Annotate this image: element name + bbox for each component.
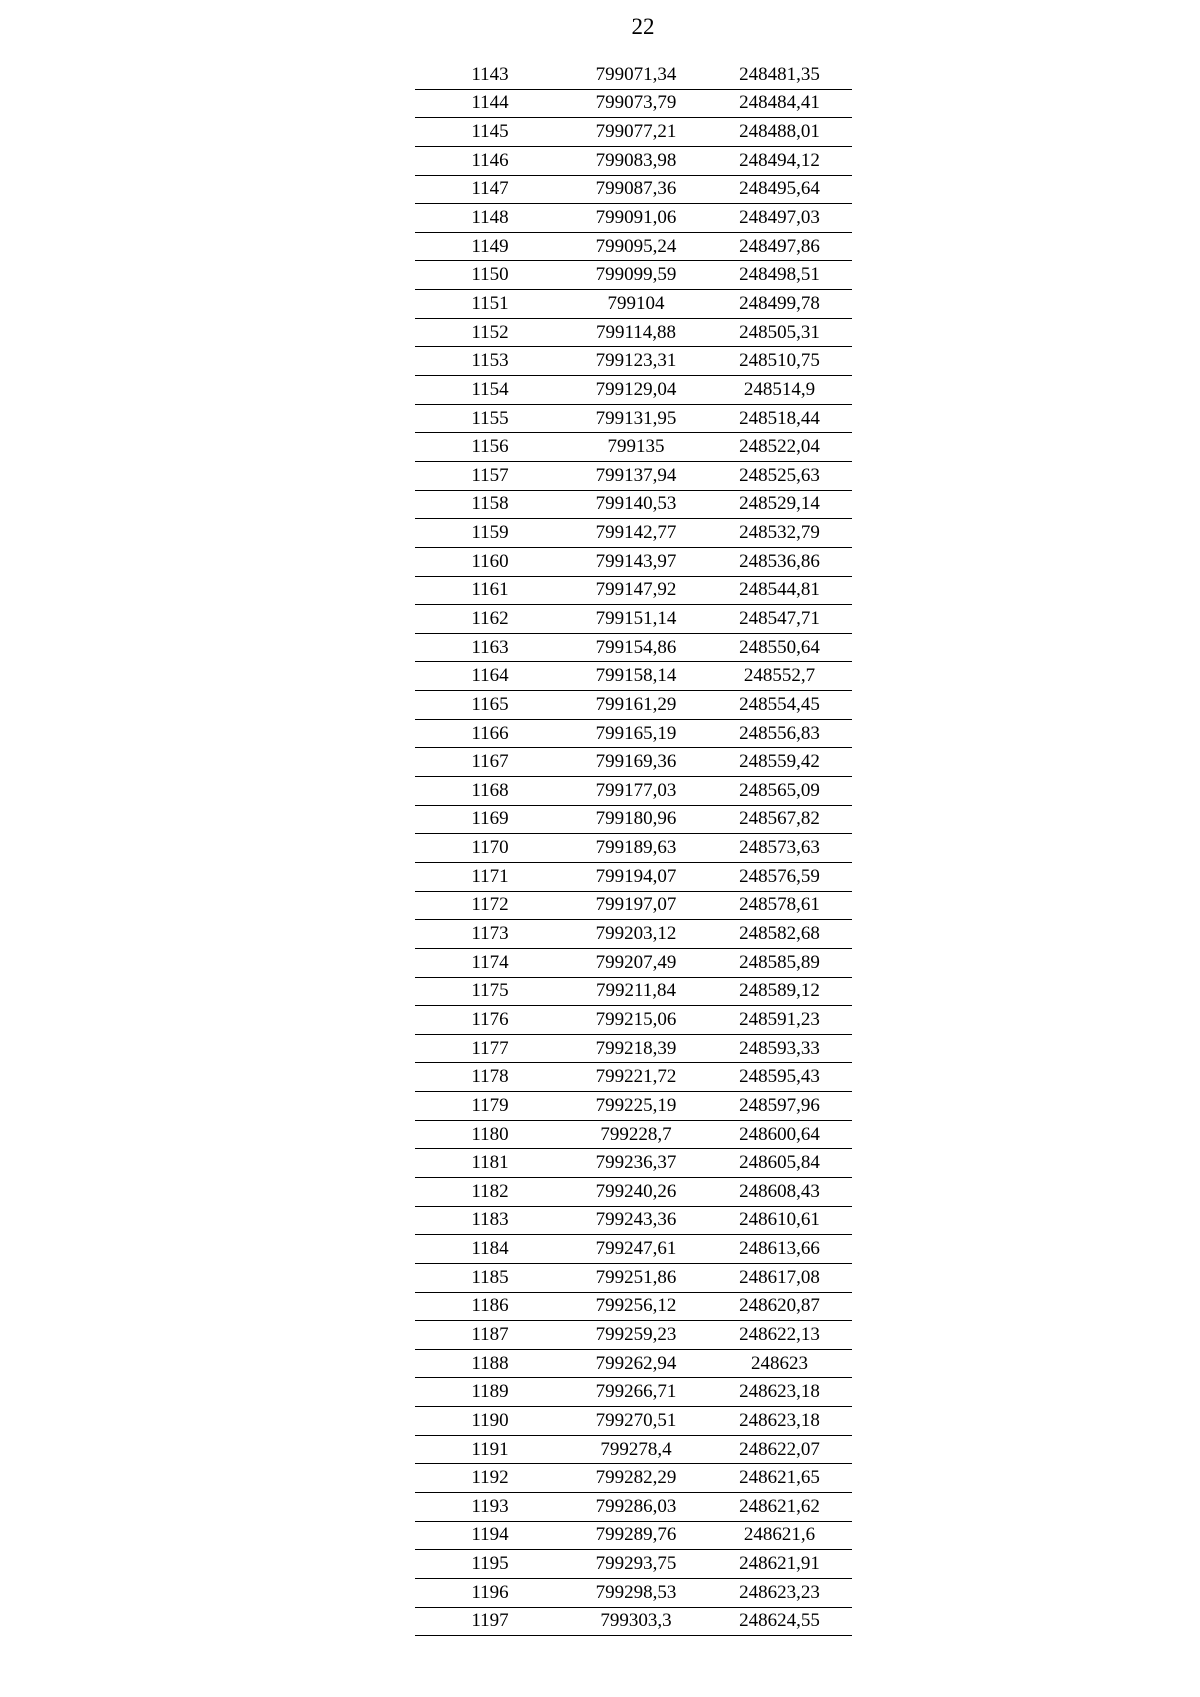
y-coordinate-cell: 248595,43 <box>707 1063 852 1092</box>
y-coordinate-cell: 248498,51 <box>707 261 852 290</box>
point-number-cell: 1162 <box>415 605 565 634</box>
y-coordinate-cell: 248529,14 <box>707 490 852 519</box>
table-row <box>415 318 852 347</box>
table-row <box>415 433 852 462</box>
point-number-cell: 1172 <box>415 891 565 920</box>
y-coordinate-cell: 248505,31 <box>707 318 852 347</box>
x-coordinate-cell: 799143,97 <box>565 547 707 576</box>
point-number-cell: 1174 <box>415 948 565 977</box>
point-number-cell: 1192 <box>415 1464 565 1493</box>
x-coordinate-cell: 799293,75 <box>565 1550 707 1579</box>
x-coordinate-cell: 799278,4 <box>565 1435 707 1464</box>
y-coordinate-cell: 248623,18 <box>707 1378 852 1407</box>
x-coordinate-cell: 799218,39 <box>565 1034 707 1063</box>
table-row <box>415 1235 852 1264</box>
table-row <box>415 1006 852 1035</box>
x-coordinate-cell: 799286,03 <box>565 1493 707 1522</box>
y-coordinate-cell: 248547,71 <box>707 605 852 634</box>
x-coordinate-cell: 799158,14 <box>565 662 707 691</box>
table-row <box>415 605 852 634</box>
x-coordinate-cell: 799104 <box>565 290 707 319</box>
x-coordinate-cell: 799151,14 <box>565 605 707 634</box>
y-coordinate-cell: 248573,63 <box>707 834 852 863</box>
y-coordinate-cell: 248559,42 <box>707 748 852 777</box>
point-number-cell: 1195 <box>415 1550 565 1579</box>
x-coordinate-cell: 799243,36 <box>565 1206 707 1235</box>
table-row <box>415 862 852 891</box>
point-number-cell: 1196 <box>415 1578 565 1607</box>
table-row <box>415 261 852 290</box>
table-row <box>415 61 852 89</box>
point-number-cell: 1181 <box>415 1149 565 1178</box>
y-coordinate-cell: 248621,91 <box>707 1550 852 1579</box>
x-coordinate-cell: 799095,24 <box>565 232 707 261</box>
x-coordinate-cell: 799137,94 <box>565 461 707 490</box>
y-coordinate-cell: 248525,63 <box>707 461 852 490</box>
y-coordinate-cell: 248623,18 <box>707 1407 852 1436</box>
y-coordinate-cell: 248518,44 <box>707 404 852 433</box>
x-coordinate-cell: 799099,59 <box>565 261 707 290</box>
y-coordinate-cell: 248494,12 <box>707 146 852 175</box>
x-coordinate-cell: 799083,98 <box>565 146 707 175</box>
point-number-cell: 1169 <box>415 805 565 834</box>
y-coordinate-cell: 248576,59 <box>707 862 852 891</box>
x-coordinate-cell: 799262,94 <box>565 1349 707 1378</box>
point-number-cell: 1156 <box>415 433 565 462</box>
table-row <box>415 1092 852 1121</box>
x-coordinate-cell: 799114,88 <box>565 318 707 347</box>
y-coordinate-cell: 248610,61 <box>707 1206 852 1235</box>
y-coordinate-cell: 248622,13 <box>707 1321 852 1350</box>
point-number-cell: 1155 <box>415 404 565 433</box>
point-number-cell: 1182 <box>415 1177 565 1206</box>
x-coordinate-cell: 799073,79 <box>565 89 707 118</box>
y-coordinate-cell: 248495,64 <box>707 175 852 204</box>
table-row <box>415 662 852 691</box>
y-coordinate-cell: 248597,96 <box>707 1092 852 1121</box>
y-coordinate-cell: 248536,86 <box>707 547 852 576</box>
point-number-cell: 1186 <box>415 1292 565 1321</box>
x-coordinate-cell: 799071,34 <box>565 61 707 89</box>
y-coordinate-cell: 248556,83 <box>707 719 852 748</box>
table-row <box>415 175 852 204</box>
x-coordinate-cell: 799189,63 <box>565 834 707 863</box>
point-number-cell: 1189 <box>415 1378 565 1407</box>
x-coordinate-cell: 799221,72 <box>565 1063 707 1092</box>
y-coordinate-cell: 248497,86 <box>707 232 852 261</box>
y-coordinate-cell: 248550,64 <box>707 633 852 662</box>
x-coordinate-cell: 799123,31 <box>565 347 707 376</box>
point-number-cell: 1197 <box>415 1607 565 1636</box>
x-coordinate-cell: 799140,53 <box>565 490 707 519</box>
point-number-cell: 1150 <box>415 261 565 290</box>
x-coordinate-cell: 799251,86 <box>565 1263 707 1292</box>
point-number-cell: 1191 <box>415 1435 565 1464</box>
table-row <box>415 376 852 405</box>
x-coordinate-cell: 799211,84 <box>565 977 707 1006</box>
y-coordinate-cell: 248623 <box>707 1349 852 1378</box>
y-coordinate-cell: 248624,55 <box>707 1607 852 1636</box>
x-coordinate-cell: 799169,36 <box>565 748 707 777</box>
x-coordinate-cell: 799240,26 <box>565 1177 707 1206</box>
x-coordinate-cell: 799266,71 <box>565 1378 707 1407</box>
x-coordinate-cell: 799154,86 <box>565 633 707 662</box>
y-coordinate-cell: 248488,01 <box>707 118 852 147</box>
table-row <box>415 89 852 118</box>
point-number-cell: 1161 <box>415 576 565 605</box>
point-number-cell: 1166 <box>415 719 565 748</box>
point-number-cell: 1184 <box>415 1235 565 1264</box>
point-number-cell: 1190 <box>415 1407 565 1436</box>
table-row <box>415 977 852 1006</box>
y-coordinate-cell: 248497,03 <box>707 204 852 233</box>
table-row <box>415 1034 852 1063</box>
table-row <box>415 1349 852 1378</box>
coordinates-table <box>415 61 852 1636</box>
y-coordinate-cell: 248589,12 <box>707 977 852 1006</box>
table-row <box>415 1292 852 1321</box>
y-coordinate-cell: 248532,79 <box>707 519 852 548</box>
x-coordinate-cell: 799197,07 <box>565 891 707 920</box>
point-number-cell: 1194 <box>415 1521 565 1550</box>
table-row <box>415 461 852 490</box>
x-coordinate-cell: 799303,3 <box>565 1607 707 1636</box>
y-coordinate-cell: 248565,09 <box>707 777 852 806</box>
page-number: 22 <box>631 14 655 39</box>
table-row <box>415 1435 852 1464</box>
table-row <box>415 146 852 175</box>
point-number-cell: 1160 <box>415 547 565 576</box>
y-coordinate-cell: 248522,04 <box>707 433 852 462</box>
y-coordinate-cell: 248552,7 <box>707 662 852 691</box>
coordinates-table-body <box>415 61 852 1636</box>
table-row <box>415 834 852 863</box>
point-number-cell: 1171 <box>415 862 565 891</box>
y-coordinate-cell: 248578,61 <box>707 891 852 920</box>
table-row <box>415 1321 852 1350</box>
point-number-cell: 1179 <box>415 1092 565 1121</box>
table-row <box>415 1407 852 1436</box>
table-row <box>415 232 852 261</box>
y-coordinate-cell: 248617,08 <box>707 1263 852 1292</box>
x-coordinate-cell: 799142,77 <box>565 519 707 548</box>
y-coordinate-cell: 248481,35 <box>707 61 852 89</box>
point-number-cell: 1165 <box>415 691 565 720</box>
point-number-cell: 1143 <box>415 61 565 89</box>
point-number-cell: 1164 <box>415 662 565 691</box>
table-row <box>415 547 852 576</box>
table-row <box>415 576 852 605</box>
point-number-cell: 1193 <box>415 1493 565 1522</box>
table-row <box>415 1493 852 1522</box>
x-coordinate-cell: 799289,76 <box>565 1521 707 1550</box>
x-coordinate-cell: 799180,96 <box>565 805 707 834</box>
table-row <box>415 805 852 834</box>
x-coordinate-cell: 799147,92 <box>565 576 707 605</box>
point-number-cell: 1159 <box>415 519 565 548</box>
table-row <box>415 948 852 977</box>
x-coordinate-cell: 799225,19 <box>565 1092 707 1121</box>
point-number-cell: 1157 <box>415 461 565 490</box>
x-coordinate-cell: 799259,23 <box>565 1321 707 1350</box>
y-coordinate-cell: 248623,23 <box>707 1578 852 1607</box>
y-coordinate-cell: 248591,23 <box>707 1006 852 1035</box>
point-number-cell: 1152 <box>415 318 565 347</box>
point-number-cell: 1170 <box>415 834 565 863</box>
x-coordinate-cell: 799129,04 <box>565 376 707 405</box>
table-row <box>415 1063 852 1092</box>
point-number-cell: 1188 <box>415 1349 565 1378</box>
point-number-cell: 1151 <box>415 290 565 319</box>
table-row <box>415 204 852 233</box>
point-number-cell: 1177 <box>415 1034 565 1063</box>
y-coordinate-cell: 248605,84 <box>707 1149 852 1178</box>
point-number-cell: 1147 <box>415 175 565 204</box>
table-row <box>415 118 852 147</box>
table-row <box>415 1177 852 1206</box>
table-row <box>415 891 852 920</box>
x-coordinate-cell: 799247,61 <box>565 1235 707 1264</box>
x-coordinate-cell: 799256,12 <box>565 1292 707 1321</box>
y-coordinate-cell: 248499,78 <box>707 290 852 319</box>
table-row <box>415 1263 852 1292</box>
point-number-cell: 1158 <box>415 490 565 519</box>
point-number-cell: 1144 <box>415 89 565 118</box>
point-number-cell: 1176 <box>415 1006 565 1035</box>
table-row <box>415 490 852 519</box>
y-coordinate-cell: 248608,43 <box>707 1177 852 1206</box>
x-coordinate-cell: 799215,06 <box>565 1006 707 1035</box>
point-number-cell: 1183 <box>415 1206 565 1235</box>
point-number-cell: 1175 <box>415 977 565 1006</box>
x-coordinate-cell: 799131,95 <box>565 404 707 433</box>
point-number-cell: 1180 <box>415 1120 565 1149</box>
point-number-cell: 1145 <box>415 118 565 147</box>
x-coordinate-cell: 799165,19 <box>565 719 707 748</box>
table-row <box>415 691 852 720</box>
table-row <box>415 519 852 548</box>
x-coordinate-cell: 799228,7 <box>565 1120 707 1149</box>
table-row <box>415 1149 852 1178</box>
point-number-cell: 1167 <box>415 748 565 777</box>
point-number-cell: 1146 <box>415 146 565 175</box>
table-row <box>415 748 852 777</box>
table-row <box>415 633 852 662</box>
point-number-cell: 1168 <box>415 777 565 806</box>
y-coordinate-cell: 248554,45 <box>707 691 852 720</box>
x-coordinate-cell: 799135 <box>565 433 707 462</box>
y-coordinate-cell: 248585,89 <box>707 948 852 977</box>
y-coordinate-cell: 248593,33 <box>707 1034 852 1063</box>
y-coordinate-cell: 248514,9 <box>707 376 852 405</box>
table-row <box>415 1464 852 1493</box>
y-coordinate-cell: 248613,66 <box>707 1235 852 1264</box>
x-coordinate-cell: 799236,37 <box>565 1149 707 1178</box>
y-coordinate-cell: 248567,82 <box>707 805 852 834</box>
x-coordinate-cell: 799203,12 <box>565 920 707 949</box>
table-row <box>415 777 852 806</box>
x-coordinate-cell: 799161,29 <box>565 691 707 720</box>
point-number-cell: 1149 <box>415 232 565 261</box>
table-row <box>415 1550 852 1579</box>
y-coordinate-cell: 248621,62 <box>707 1493 852 1522</box>
x-coordinate-cell: 799087,36 <box>565 175 707 204</box>
point-number-cell: 1185 <box>415 1263 565 1292</box>
y-coordinate-cell: 248600,64 <box>707 1120 852 1149</box>
x-coordinate-cell: 799177,03 <box>565 777 707 806</box>
table-row <box>415 404 852 433</box>
table-row <box>415 719 852 748</box>
x-coordinate-cell: 799298,53 <box>565 1578 707 1607</box>
point-number-cell: 1148 <box>415 204 565 233</box>
point-number-cell: 1178 <box>415 1063 565 1092</box>
y-coordinate-cell: 248622,07 <box>707 1435 852 1464</box>
y-coordinate-cell: 248621,65 <box>707 1464 852 1493</box>
table-row <box>415 1120 852 1149</box>
point-number-cell: 1153 <box>415 347 565 376</box>
table-row <box>415 1578 852 1607</box>
x-coordinate-cell: 799207,49 <box>565 948 707 977</box>
y-coordinate-cell: 248621,6 <box>707 1521 852 1550</box>
table-row <box>415 290 852 319</box>
x-coordinate-cell: 799282,29 <box>565 1464 707 1493</box>
table-row <box>415 1607 852 1636</box>
point-number-cell: 1154 <box>415 376 565 405</box>
table-row <box>415 1206 852 1235</box>
table-row <box>415 920 852 949</box>
x-coordinate-cell: 799270,51 <box>565 1407 707 1436</box>
y-coordinate-cell: 248620,87 <box>707 1292 852 1321</box>
x-coordinate-cell: 799194,07 <box>565 862 707 891</box>
y-coordinate-cell: 248484,41 <box>707 89 852 118</box>
table-row <box>415 1378 852 1407</box>
y-coordinate-cell: 248544,81 <box>707 576 852 605</box>
y-coordinate-cell: 248510,75 <box>707 347 852 376</box>
x-coordinate-cell: 799077,21 <box>565 118 707 147</box>
table-row <box>415 347 852 376</box>
y-coordinate-cell: 248582,68 <box>707 920 852 949</box>
point-number-cell: 1173 <box>415 920 565 949</box>
point-number-cell: 1163 <box>415 633 565 662</box>
point-number-cell: 1187 <box>415 1321 565 1350</box>
x-coordinate-cell: 799091,06 <box>565 204 707 233</box>
table-row <box>415 1521 852 1550</box>
